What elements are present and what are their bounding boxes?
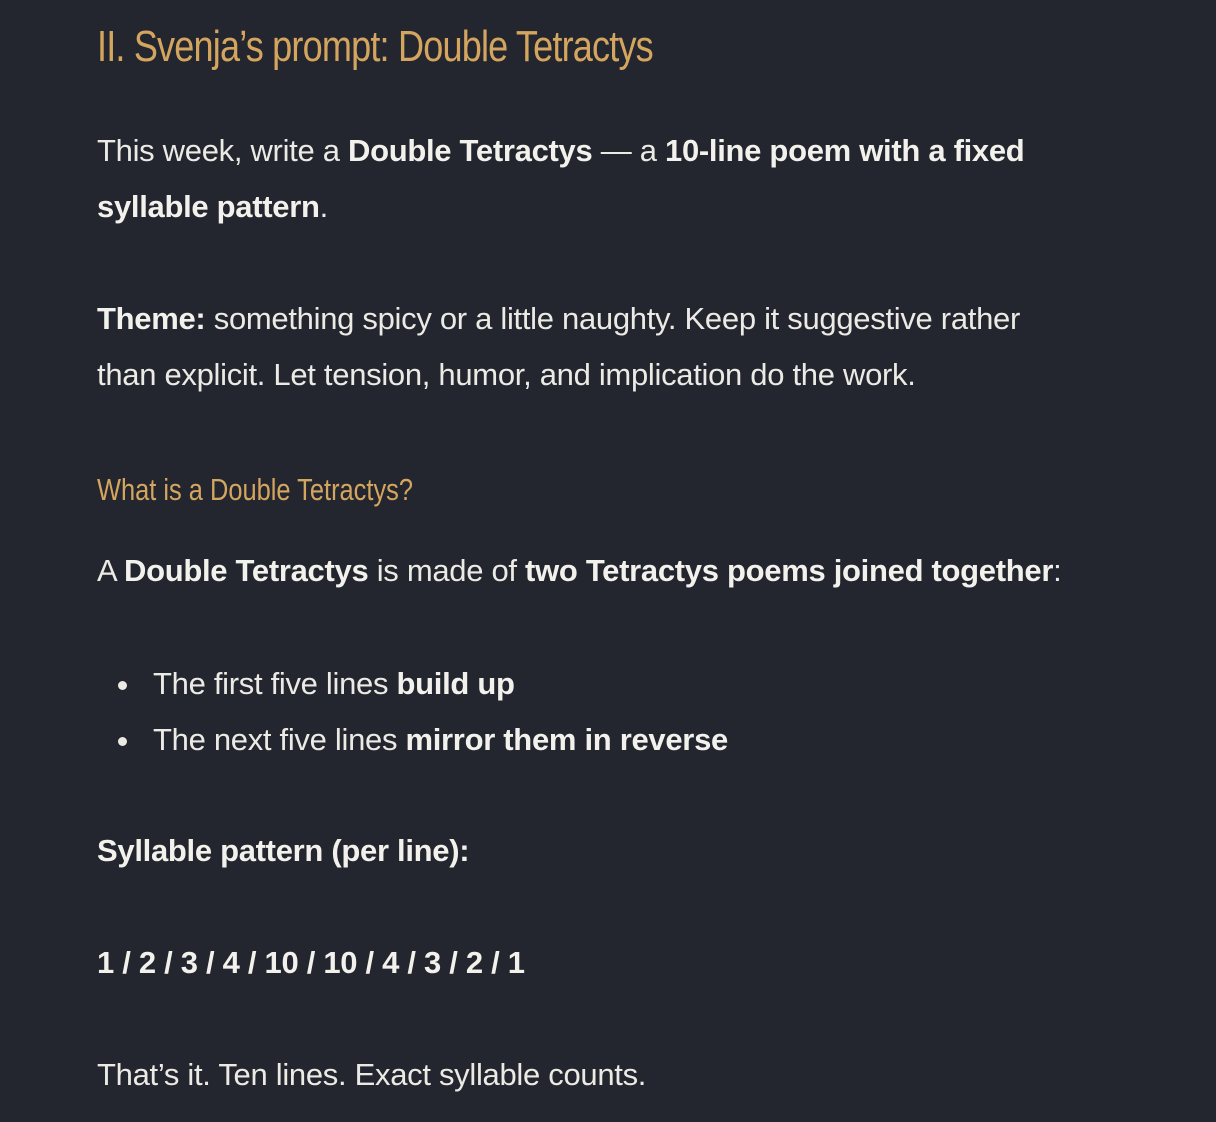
pattern-label: Syllable pattern (per line): — [97, 833, 470, 868]
closing-paragraph: That’s it. Ten lines. Exact syllable counts. — [97, 1057, 647, 1092]
subheading: What is a Double Tetractys? — [97, 472, 414, 507]
definition-paragraph — [97, 543, 1061, 599]
list-item — [97, 656, 728, 712]
intro-paragraph — [97, 123, 1024, 235]
pattern-label-paragraph — [97, 823, 469, 879]
theme-label: Theme: — [97, 301, 206, 336]
definition-text-1: A — [97, 553, 124, 588]
section-heading: II. Svenja’s prompt: Double Tetractys — [97, 22, 653, 71]
theme-paragraph — [97, 291, 1020, 403]
syllable-pattern: 1 / 2 / 3 / 4 / 10 / 10 / 4 / 3 / 2 / 1 — [97, 945, 525, 980]
bullet-dot-icon — [118, 681, 127, 690]
theme-line-2: than explicit. Let tension, humor, and implication do the work. — [97, 357, 916, 392]
intro-text-3: . — [319, 189, 328, 224]
intro-bold-3: syllable pattern — [97, 189, 320, 224]
intro-text-1: This week, write a — [97, 133, 348, 168]
definition-text-3: : — [1053, 553, 1062, 588]
intro-bold-2: 10-line poem with a fixed — [665, 133, 1025, 168]
bullet-bold: mirror them in reverse — [405, 722, 728, 757]
bullet-text: The first five lines — [153, 666, 397, 701]
intro-bold-1: Double Tetractys — [348, 133, 593, 168]
definition-bold-2: two Tetractys poems joined together — [525, 553, 1054, 588]
definition-text-2: is made of — [368, 553, 526, 588]
definition-bold-1: Double Tetractys — [123, 553, 369, 588]
bullet-text: The next five lines — [153, 722, 406, 757]
list-item — [97, 712, 728, 768]
bullet-list — [97, 656, 728, 768]
pattern-paragraph — [97, 935, 525, 991]
intro-text-2: — a — [592, 133, 666, 168]
bullet-dot-icon — [118, 737, 127, 746]
theme-line-1: something spicy or a little naughty. Keep it suggestive rather — [205, 301, 1020, 336]
bullet-bold: build up — [396, 666, 515, 701]
